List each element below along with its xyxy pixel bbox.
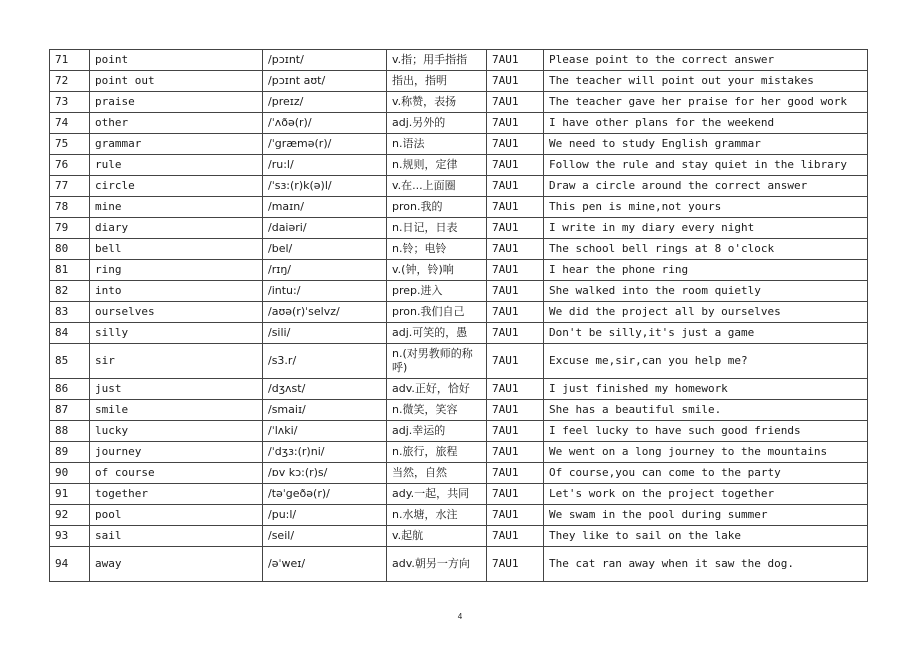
- entry-word: praise: [90, 92, 263, 113]
- entry-unit: 7AU1: [487, 239, 544, 260]
- entry-word: circle: [90, 176, 263, 197]
- entry-meaning: n.铃；电铃: [387, 239, 487, 260]
- entry-number: 90: [50, 463, 90, 484]
- entry-phonetic: /maɪn/: [263, 197, 387, 218]
- entry-number: 86: [50, 379, 90, 400]
- entry-example: We need to study English grammar: [544, 134, 868, 155]
- entry-word: sail: [90, 526, 263, 547]
- entry-word: journey: [90, 442, 263, 463]
- entry-phonetic: /aʊə(r)ˈselvz/: [263, 302, 387, 323]
- entry-number: 93: [50, 526, 90, 547]
- entry-unit: 7AU1: [487, 71, 544, 92]
- entry-example: Let's work on the project together: [544, 484, 868, 505]
- entry-phonetic: /pɔɪnt aʊt/: [263, 71, 387, 92]
- entry-phonetic: /ru:l/: [263, 155, 387, 176]
- entry-unit: 7AU1: [487, 505, 544, 526]
- entry-phonetic: /əˈweɪ/: [263, 547, 387, 582]
- entry-word: sir: [90, 344, 263, 379]
- entry-meaning: adv.朝另一方向: [387, 547, 487, 582]
- entry-phonetic: /ˈsɜ:(r)k(ə)l/: [263, 176, 387, 197]
- table-row: [50, 218, 868, 239]
- entry-number: 84: [50, 323, 90, 344]
- entry-unit: 7AU1: [487, 463, 544, 484]
- entry-example: Of course,you can come to the party: [544, 463, 868, 484]
- entry-example: We swam in the pool during summer: [544, 505, 868, 526]
- entry-unit: 7AU1: [487, 113, 544, 134]
- page-number: 4: [457, 612, 463, 621]
- entry-unit: 7AU1: [487, 50, 544, 71]
- entry-number: 88: [50, 421, 90, 442]
- entry-number: 82: [50, 281, 90, 302]
- entry-unit: 7AU1: [487, 134, 544, 155]
- table-row: [50, 442, 868, 463]
- entry-number: 80: [50, 239, 90, 260]
- entry-phonetic: /pɔɪnt/: [263, 50, 387, 71]
- entry-meaning: adv.正好，恰好: [387, 379, 487, 400]
- entry-example: I write in my diary every night: [544, 218, 868, 239]
- entry-word: point out: [90, 71, 263, 92]
- table-row: [50, 281, 868, 302]
- entry-number: 81: [50, 260, 90, 281]
- table-row: [50, 113, 868, 134]
- table-row: [50, 463, 868, 484]
- entry-number: 83: [50, 302, 90, 323]
- entry-number: 72: [50, 71, 90, 92]
- entry-word: rule: [90, 155, 263, 176]
- entry-meaning: adj.可笑的，愚: [387, 323, 487, 344]
- table-row: [50, 71, 868, 92]
- entry-example: I just finished my homework: [544, 379, 868, 400]
- entry-meaning: adj.幸运的: [387, 421, 487, 442]
- table-row: [50, 260, 868, 281]
- entry-example: I have other plans for the weekend: [544, 113, 868, 134]
- entry-unit: 7AU1: [487, 260, 544, 281]
- entry-unit: 7AU1: [487, 281, 544, 302]
- entry-word: pool: [90, 505, 263, 526]
- entry-phonetic: /pu:l/: [263, 505, 387, 526]
- entry-unit: 7AU1: [487, 400, 544, 421]
- entry-meaning: v.在...上面圈: [387, 176, 487, 197]
- entry-example: Excuse me,sir,can you help me?: [544, 344, 868, 379]
- entry-number: 73: [50, 92, 90, 113]
- entry-meaning: v.称赞，表扬: [387, 92, 487, 113]
- table-row: [50, 421, 868, 442]
- entry-number: 91: [50, 484, 90, 505]
- table-row: [50, 50, 868, 71]
- entry-number: 74: [50, 113, 90, 134]
- entry-phonetic: /təˈgeðə(r)/: [263, 484, 387, 505]
- table-row: [50, 344, 868, 379]
- entry-number: 78: [50, 197, 90, 218]
- entry-meaning: prep.进入: [387, 281, 487, 302]
- entry-meaning: v.起航: [387, 526, 487, 547]
- entry-meaning: n.旅行，旅程: [387, 442, 487, 463]
- entry-example: I feel lucky to have such good friends: [544, 421, 868, 442]
- entry-unit: 7AU1: [487, 92, 544, 113]
- table-row: [50, 400, 868, 421]
- entry-phonetic: /ˈgræmə(r)/: [263, 134, 387, 155]
- table-row: [50, 323, 868, 344]
- entry-example: The teacher will point out your mistakes: [544, 71, 868, 92]
- entry-word: just: [90, 379, 263, 400]
- entry-word: lucky: [90, 421, 263, 442]
- table-row: [50, 239, 868, 260]
- entry-unit: 7AU1: [487, 323, 544, 344]
- vocabulary-sheet: [49, 49, 867, 582]
- entry-meaning: 当然，自然: [387, 463, 487, 484]
- entry-meaning: n.水塘，水注: [387, 505, 487, 526]
- entry-number: 79: [50, 218, 90, 239]
- entry-example: We went on a long journey to the mountains: [544, 442, 868, 463]
- entry-word: silly: [90, 323, 263, 344]
- entry-word: smile: [90, 400, 263, 421]
- entry-phonetic: /sili/: [263, 323, 387, 344]
- entry-word: ourselves: [90, 302, 263, 323]
- entry-example: This pen is mine,not yours: [544, 197, 868, 218]
- entry-meaning: 指出，指明: [387, 71, 487, 92]
- entry-word: of course: [90, 463, 263, 484]
- table-row: [50, 526, 868, 547]
- entry-phonetic: /preɪz/: [263, 92, 387, 113]
- entry-example: I hear the phone ring: [544, 260, 868, 281]
- entry-example: She walked into the room quietly: [544, 281, 868, 302]
- entry-number: 92: [50, 505, 90, 526]
- vocabulary-table-body: [50, 50, 868, 582]
- entry-phonetic: /ˈʌðə(r)/: [263, 113, 387, 134]
- entry-number: 87: [50, 400, 90, 421]
- entry-meaning: n.微笑，笑容: [387, 400, 487, 421]
- entry-meaning: n.语法: [387, 134, 487, 155]
- table-row: [50, 484, 868, 505]
- entry-unit: 7AU1: [487, 547, 544, 582]
- entry-unit: 7AU1: [487, 155, 544, 176]
- entry-phonetic: /intu:/: [263, 281, 387, 302]
- entry-number: 71: [50, 50, 90, 71]
- entry-phonetic: /ˈlʌki/: [263, 421, 387, 442]
- entry-number: 85: [50, 344, 90, 379]
- entry-phonetic: /smaiɪ/: [263, 400, 387, 421]
- entry-example: They like to sail on the lake: [544, 526, 868, 547]
- table-row: [50, 547, 868, 582]
- entry-meaning: n.日记，日表: [387, 218, 487, 239]
- entry-phonetic: /ɒv kɔ:(r)s/: [263, 463, 387, 484]
- table-row: [50, 134, 868, 155]
- entry-unit: 7AU1: [487, 484, 544, 505]
- entry-word: bell: [90, 239, 263, 260]
- entry-phonetic: /dʒʌst/: [263, 379, 387, 400]
- entry-meaning: pron.我的: [387, 197, 487, 218]
- entry-unit: 7AU1: [487, 442, 544, 463]
- entry-meaning: pron.我们自己: [387, 302, 487, 323]
- entry-word: point: [90, 50, 263, 71]
- entry-word: ring: [90, 260, 263, 281]
- entry-meaning: n.规则，定律: [387, 155, 487, 176]
- entry-example: Please point to the correct answer: [544, 50, 868, 71]
- entry-phonetic: /ˈdʒɜ:(r)ni/: [263, 442, 387, 463]
- entry-meaning: n.(对男教师的称呼): [387, 344, 487, 379]
- entry-number: 89: [50, 442, 90, 463]
- entry-meaning: v.指；用手指指: [387, 50, 487, 71]
- entry-phonetic: /bel/: [263, 239, 387, 260]
- entry-unit: 7AU1: [487, 176, 544, 197]
- entry-unit: 7AU1: [487, 218, 544, 239]
- entry-example: The school bell rings at 8 o'clock: [544, 239, 868, 260]
- entry-number: 94: [50, 547, 90, 582]
- entry-unit: 7AU1: [487, 302, 544, 323]
- entry-unit: 7AU1: [487, 344, 544, 379]
- table-row: [50, 302, 868, 323]
- entry-number: 76: [50, 155, 90, 176]
- entry-example: Don't be silly,it's just a game: [544, 323, 868, 344]
- entry-number: 75: [50, 134, 90, 155]
- entry-word: away: [90, 547, 263, 582]
- entry-meaning: ady.一起，共同: [387, 484, 487, 505]
- entry-example: Draw a circle around the correct answer: [544, 176, 868, 197]
- entry-word: grammar: [90, 134, 263, 155]
- table-row: [50, 379, 868, 400]
- entry-phonetic: /s3.r/: [263, 344, 387, 379]
- entry-phonetic: /seil/: [263, 526, 387, 547]
- entry-phonetic: /daiəri/: [263, 218, 387, 239]
- table-row: [50, 176, 868, 197]
- entry-example: We did the project all by ourselves: [544, 302, 868, 323]
- entry-unit: 7AU1: [487, 379, 544, 400]
- entry-example: She has a beautiful smile.: [544, 400, 868, 421]
- entry-unit: 7AU1: [487, 526, 544, 547]
- table-row: [50, 505, 868, 526]
- entry-unit: 7AU1: [487, 421, 544, 442]
- entry-meaning: v.(钟，铃)响: [387, 260, 487, 281]
- table-row: [50, 92, 868, 113]
- vocabulary-table: [49, 49, 868, 582]
- entry-example: The teacher gave her praise for her good work: [544, 92, 868, 113]
- entry-word: together: [90, 484, 263, 505]
- table-row: [50, 155, 868, 176]
- entry-phonetic: /rɪŋ/: [263, 260, 387, 281]
- entry-example: The cat ran away when it saw the dog.: [544, 547, 868, 582]
- entry-word: diary: [90, 218, 263, 239]
- entry-example: Follow the rule and stay quiet in the library: [544, 155, 868, 176]
- entry-meaning: adj.另外的: [387, 113, 487, 134]
- entry-unit: 7AU1: [487, 197, 544, 218]
- entry-number: 77: [50, 176, 90, 197]
- entry-word: other: [90, 113, 263, 134]
- entry-word: mine: [90, 197, 263, 218]
- table-row: [50, 197, 868, 218]
- entry-word: into: [90, 281, 263, 302]
